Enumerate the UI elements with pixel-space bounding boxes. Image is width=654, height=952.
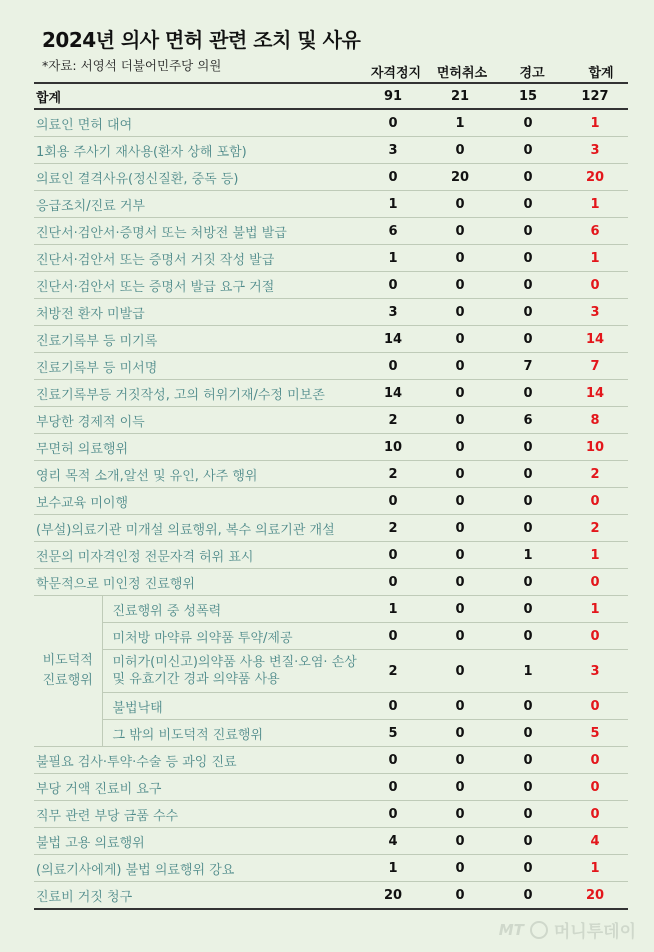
row-value: 0 [494,882,562,910]
row-value: 0 [426,747,494,774]
table-row [34,461,628,488]
row-total: 1 [562,855,628,882]
header-suspension: 자격정지 [370,66,422,81]
row-value: 0 [494,515,562,542]
row-total: 10 [562,434,628,461]
row-value: 3 [360,299,426,326]
row-total: 5 [562,720,628,747]
header-warning: 경고 [519,66,545,81]
row-value: 0 [426,542,494,569]
table-row [34,720,628,747]
row-value: 0 [494,245,562,272]
row-value: 0 [494,164,562,191]
table-row [34,164,628,191]
table-row [34,828,628,855]
row-value: 1 [360,191,426,218]
row-label: 영리 목적 소개,알선 및 유인, 사주 행위 [34,461,360,488]
row-label: (부설)의료기관 미개설 의료행위, 복수 의료기관 개설 [34,515,360,542]
row-value: 21 [426,83,494,109]
row-label: 진료비 거짓 청구 [34,882,360,910]
table-row [34,353,628,380]
row-value: 0 [494,855,562,882]
row-value: 0 [494,693,562,720]
row-value: 0 [426,137,494,164]
row-value: 0 [494,488,562,515]
row-label: 의료인 면허 대여 [34,109,360,137]
row-value: 15 [494,83,562,109]
row-label: 진단서·검안서·증명서 또는 처방전 불법 발급 [34,218,360,245]
row-label: 진단서·검안서 또는 증명서 발급 요구 거절 [34,272,360,299]
row-value: 0 [426,801,494,828]
row-value: 0 [426,855,494,882]
row-total: 14 [562,326,628,353]
row-label: 직무 관련 부당 금품 수수 [34,801,360,828]
row-label: 학문적으로 미인정 진료행위 [34,569,360,596]
row-value: 0 [426,828,494,855]
row-total: 14 [562,380,628,407]
row-total: 0 [562,747,628,774]
row-value: 2 [360,407,426,434]
row-value: 0 [494,272,562,299]
row-value: 0 [494,218,562,245]
row-value: 0 [360,747,426,774]
row-total: 1 [562,542,628,569]
table-row [34,801,628,828]
row-value: 91 [360,83,426,109]
row-value: 0 [426,218,494,245]
row-total: 2 [562,515,628,542]
row-value: 6 [494,407,562,434]
row-total: 6 [562,218,628,245]
row-value: 0 [494,326,562,353]
row-total: 0 [562,569,628,596]
row-value: 1 [360,596,426,623]
row-label: (의료기사에게) 불법 의료행위 강요 [34,855,360,882]
row-total: 1 [562,596,628,623]
table-row [34,623,628,650]
row-value: 0 [426,515,494,542]
row-value: 20 [360,882,426,910]
table-row [34,137,628,164]
row-label: 1회용 주사기 재사용(환자 상해 포함) [34,137,360,164]
row-value: 14 [360,380,426,407]
row-label: 진단서·검안서 또는 증명서 거짓 작성 발급 [34,245,360,272]
page-title: 2024년 의사 면허 관련 조치 및 사유 [42,28,361,52]
row-value: 0 [426,407,494,434]
table-row [34,191,628,218]
row-total: 0 [562,623,628,650]
row-value: 2 [360,650,426,693]
row-label: 불법낙태 [102,693,360,720]
header-revocation: 면허취소 [436,66,488,81]
header-total: 합계 [588,66,614,81]
table-row [34,855,628,882]
row-value: 0 [494,191,562,218]
row-value: 0 [360,774,426,801]
row-value: 0 [360,623,426,650]
table-row [34,272,628,299]
row-value: 0 [494,720,562,747]
table-row [34,299,628,326]
table-row [34,380,628,407]
row-value: 1 [360,855,426,882]
row-value: 0 [360,272,426,299]
table-row [34,245,628,272]
table-row [34,218,628,245]
row-value: 0 [494,137,562,164]
row-label: 부당 거액 진료비 요구 [34,774,360,801]
row-label: 전문의 미자격인정 전문자격 허위 표시 [34,542,360,569]
table-row [34,326,628,353]
row-value: 6 [360,218,426,245]
table-row [34,488,628,515]
row-value: 10 [360,434,426,461]
row-total: 2 [562,461,628,488]
table-row [34,650,628,693]
logo-name: 머니투데이 [553,922,636,942]
row-value: 5 [360,720,426,747]
row-value: 2 [360,461,426,488]
row-value: 0 [426,596,494,623]
row-value: 0 [426,191,494,218]
row-total: 1 [562,245,628,272]
row-value: 0 [494,801,562,828]
row-value: 3 [360,137,426,164]
row-value: 1 [360,245,426,272]
table-row [34,109,628,137]
row-value: 0 [494,596,562,623]
row-total: 127 [562,83,628,109]
row-value: 0 [494,569,562,596]
row-total: 7 [562,353,628,380]
row-value: 0 [426,650,494,693]
table-row [34,774,628,801]
row-label: 응급조치/진료 거부 [34,191,360,218]
table-row [34,542,628,569]
row-value: 7 [494,353,562,380]
row-value: 14 [360,326,426,353]
row-value: 0 [360,542,426,569]
row-total: 3 [562,137,628,164]
row-value: 20 [426,164,494,191]
row-total: 0 [562,693,628,720]
logo-mt: MT [498,920,524,939]
row-total: 0 [562,272,628,299]
row-label: 불필요 검사·투약·수술 등 과잉 진료 [34,747,360,774]
table-row [34,596,628,623]
row-value: 0 [494,380,562,407]
row-value: 0 [360,164,426,191]
row-value: 0 [426,380,494,407]
row-label: 진료행위 중 성폭력 [102,596,360,623]
row-value: 0 [360,801,426,828]
row-value: 1 [494,650,562,693]
row-total: 4 [562,828,628,855]
logo-mark-icon [530,921,548,939]
row-label: 불법 고용 의료행위 [34,828,360,855]
row-label: 미처방 마약류 의약품 투약/제공 [102,623,360,650]
row-value: 0 [360,488,426,515]
category-label: 비도덕적 진료행위 [34,596,102,747]
row-value: 0 [426,272,494,299]
source-note: *자료: 서영석 더불어민주당 의원 [42,58,222,73]
row-value: 0 [426,245,494,272]
row-total: 3 [562,650,628,693]
row-value: 1 [494,542,562,569]
row-value: 0 [494,828,562,855]
row-value: 0 [426,569,494,596]
table-row [34,407,628,434]
row-label: 보수교육 미이행 [34,488,360,515]
row-label: 진료기록부 등 미기록 [34,326,360,353]
row-value: 0 [426,299,494,326]
row-value: 0 [426,774,494,801]
row-value: 0 [494,109,562,137]
row-total: 1 [562,191,628,218]
row-label: 진료기록부 등 미서명 [34,353,360,380]
row-value: 0 [494,461,562,488]
row-value: 0 [426,693,494,720]
row-value: 0 [494,747,562,774]
row-label: 진료기록부등 거짓작성, 고의 허위기재/수정 미보존 [34,380,360,407]
total-label: 합계 [34,83,360,109]
row-value: 0 [494,299,562,326]
row-total: 3 [562,299,628,326]
row-value: 0 [494,434,562,461]
row-total: 0 [562,801,628,828]
row-total: 1 [562,109,628,137]
measures-table [34,82,628,910]
row-total: 20 [562,164,628,191]
table-row [34,515,628,542]
row-value: 0 [360,353,426,380]
row-value: 0 [494,623,562,650]
row-total: 20 [562,882,628,910]
row-label: 처방전 환자 미발급 [34,299,360,326]
table-row [34,569,628,596]
row-total: 0 [562,488,628,515]
row-value: 0 [426,326,494,353]
row-total: 8 [562,407,628,434]
table-row [34,747,628,774]
row-value: 4 [360,828,426,855]
row-value: 0 [360,569,426,596]
row-total: 0 [562,774,628,801]
brand-logo [499,917,636,942]
row-value: 0 [426,488,494,515]
table-row [34,882,628,910]
row-value: 0 [426,434,494,461]
row-value: 1 [426,109,494,137]
row-label: 미허가(미신고)의약품 사용 변질·오염· 손상 및 유효기간 경과 의약품 사용 [102,650,360,693]
row-value: 0 [360,109,426,137]
row-value: 0 [426,720,494,747]
row-value: 0 [426,353,494,380]
total-row [34,83,628,109]
row-label: 부당한 경제적 이득 [34,407,360,434]
row-value: 2 [360,515,426,542]
row-value: 0 [426,623,494,650]
row-label: 그 밖의 비도덕적 진료행위 [102,720,360,747]
row-label: 무면허 의료행위 [34,434,360,461]
table-row [34,434,628,461]
row-value: 0 [426,461,494,488]
row-label: 의료인 결격사유(정신질환, 중독 등) [34,164,360,191]
row-value: 0 [360,693,426,720]
row-value: 0 [494,774,562,801]
row-value: 0 [426,882,494,910]
table-row [34,693,628,720]
